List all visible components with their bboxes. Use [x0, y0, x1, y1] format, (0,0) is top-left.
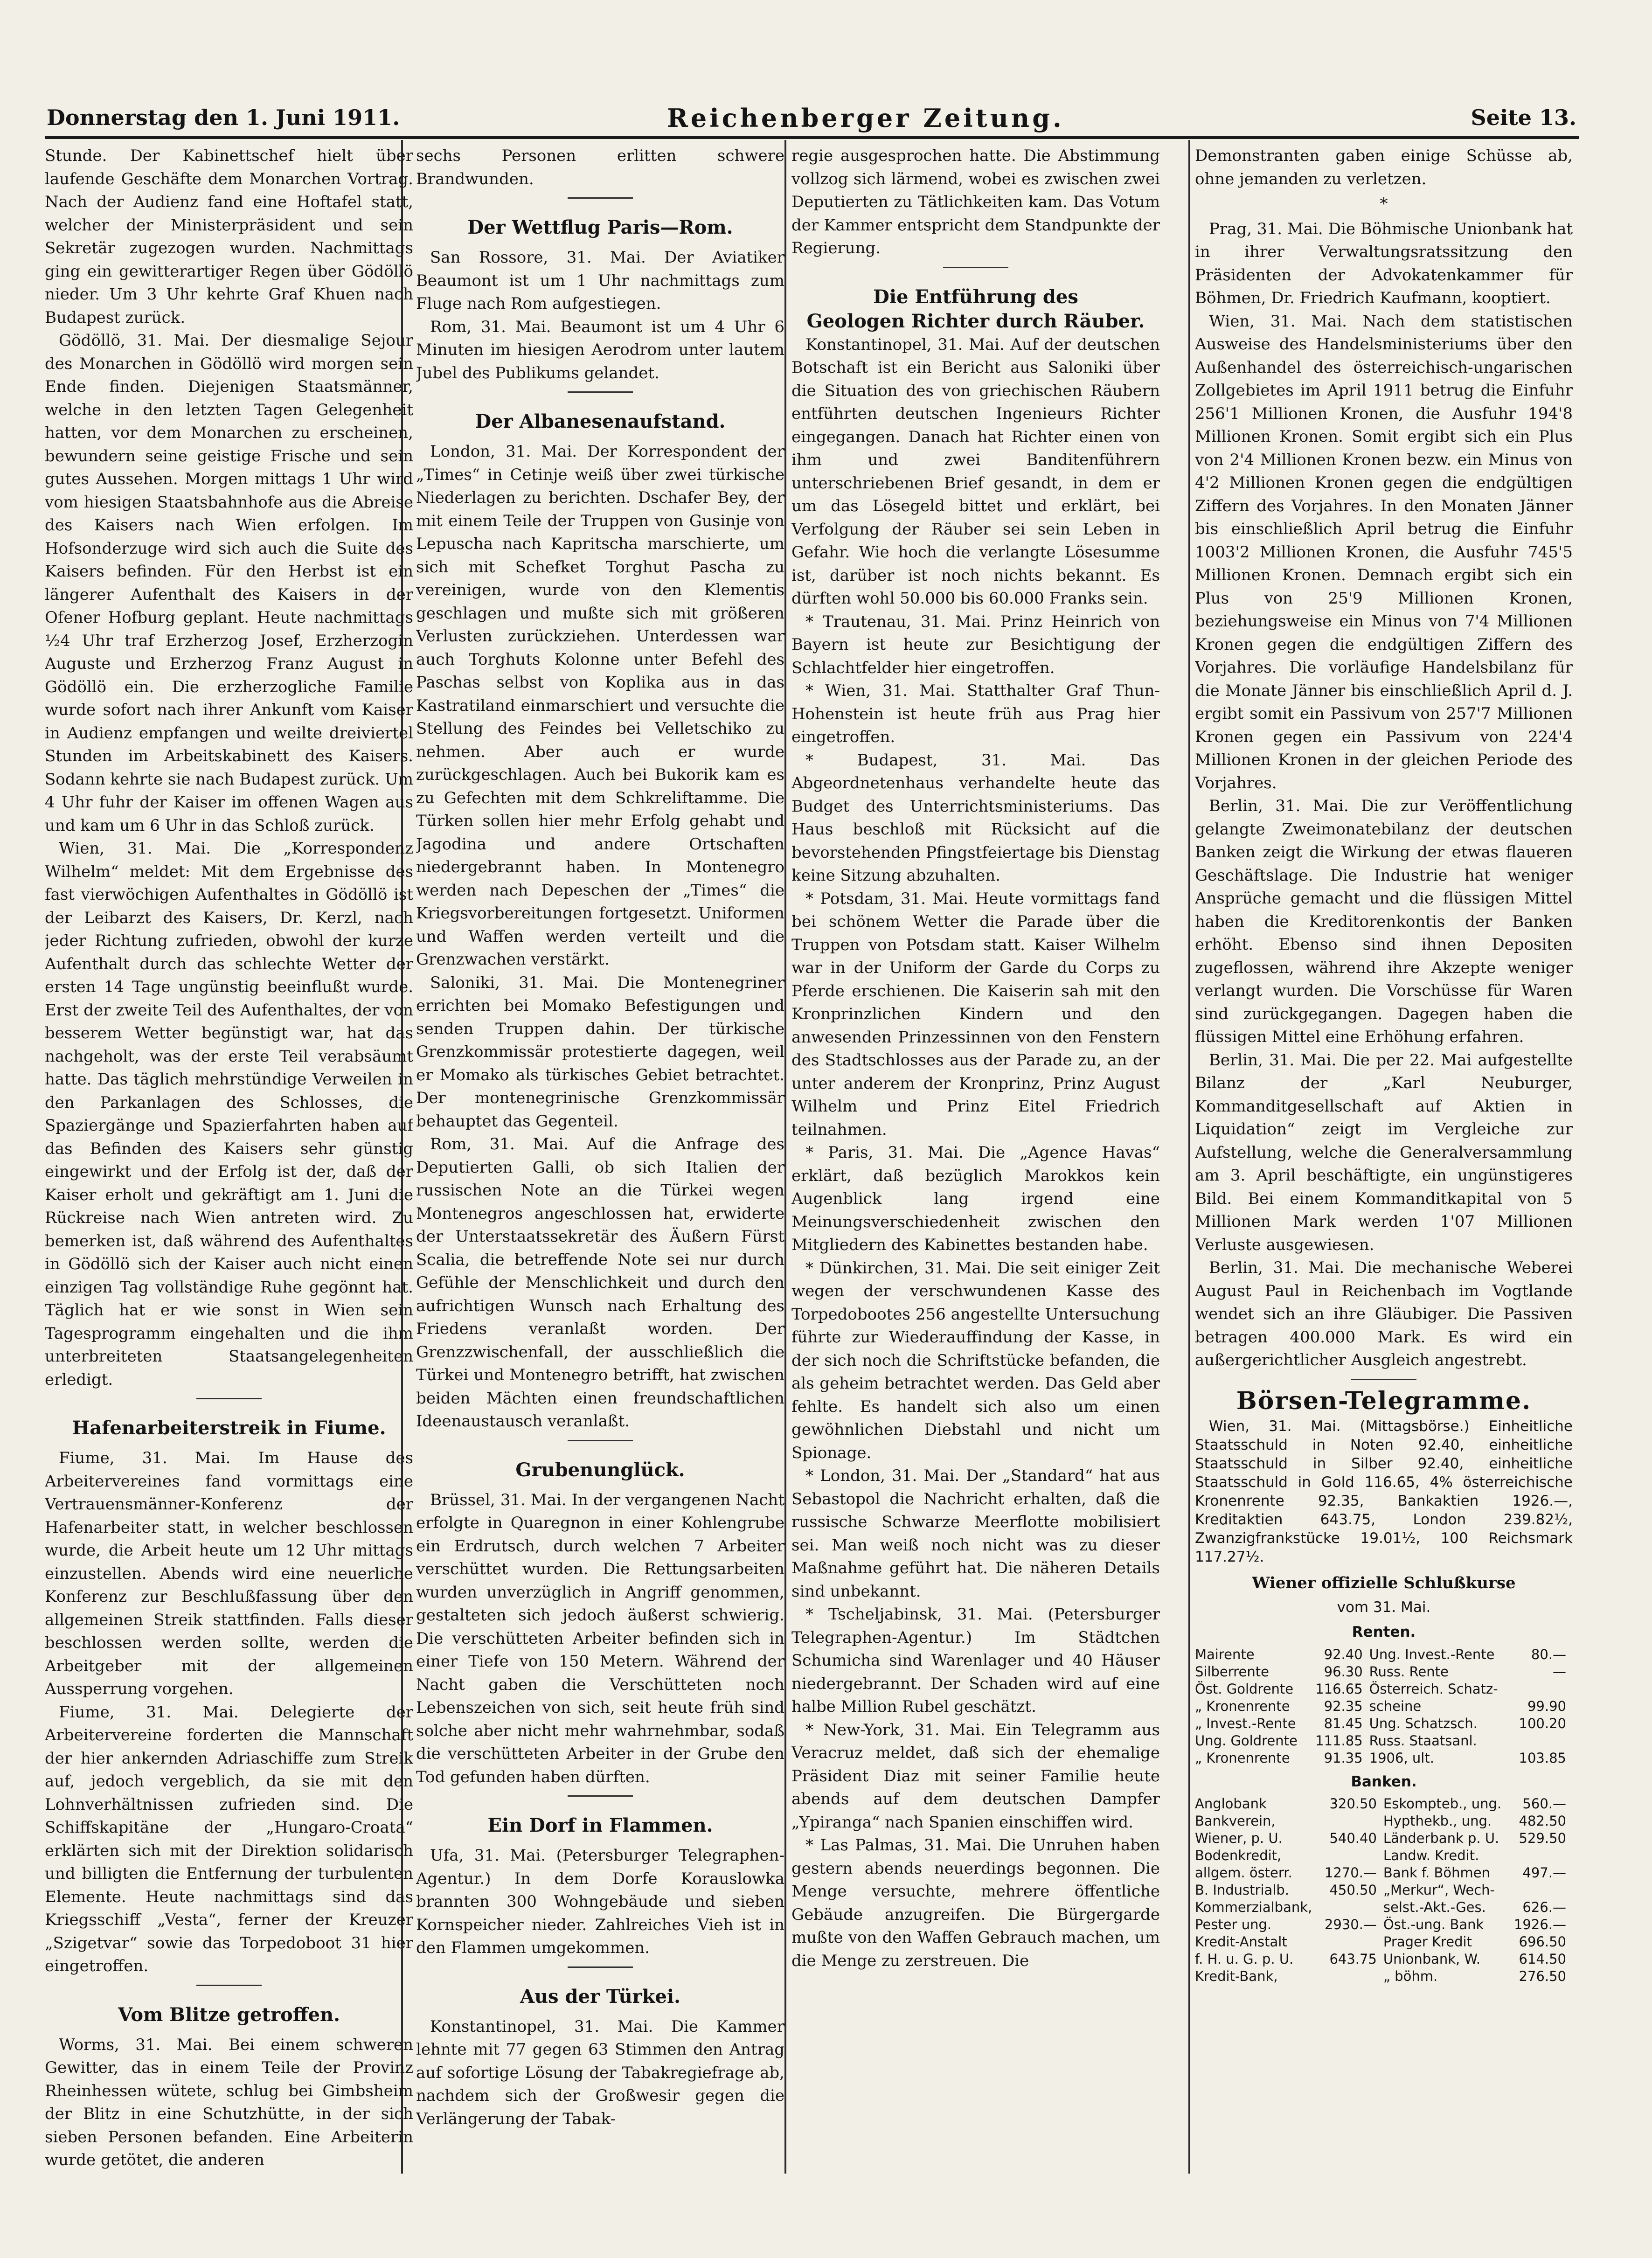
quote-row: [1195, 1847, 1573, 1864]
paragraph: Rom, 31. Mai. Auf die Anfrage des Deputierten Galli, ob sich Italien der russischen Note an die Türkei wegen Montenegros angeschlossen hat, erwiderte der Unterstaatssekretär des Äußern Fürst Scalia, die betreffende Note sei nur durch Gefühle der Menschlichkeit und durch den aufrichtigen Wunsch nach Erhaltung des Friedens veranlaßt worden. Der Grenzzwischenfall, der ausschließlich die Türkei und Montenegro betrifft, hat zwischen beiden Mächten einen freundschaftlichen Ideenaustausch veranlaßt.: [416, 1135, 784, 1431]
column-3: [791, 145, 1160, 2174]
quote-value: [1510, 1847, 1573, 1864]
quote-name: „ böhm.: [1383, 1968, 1438, 1984]
quote-row: [1195, 1899, 1573, 1916]
section-rule: [568, 1966, 633, 1968]
paragraph: Brüssel, 31. Mai. In der vergangenen Nacht erfolgte in Quaregnon in einer Kohlengrube ein Erdrutsch, durch welchen 7 Arbeiter verschüttet wurden. Die Rettungsarbeiten wurden unverzüglich in Angriff genommen, gestalteten sich jedoch äußerst schwierig. Die verschütteten Arbeiter befinden sich in einer Tiefe von 150 Metern. Während der Nacht gaben die Verschütteten noch Lebenszeichen von sich, seit heute früh sind solche aber nicht mehr wahrnehmbar, sodaß die verschütteten Arbeiter in der Grube den Tod gefunden haben dürften.: [416, 1490, 784, 1786]
paragraph: Stunde. Der Kabinettschef hielt über laufende Geschäfte dem Monarchen Vortrag. Nach der Audienz fand eine Hoftafel statt, welcher der Ministerpräsident und sein Sekretär zugezogen wurden. Nachmittags ging ein gewitterartiger Regen über Gödöllö nieder. Um 3 Uhr kehrte Graf Khuen nach Budapest zurück.: [45, 146, 413, 327]
paragraph: Worms, 31. Mai. Bei einem schweren Gewitter, das in einem Teile der Provinz Rheinhessen wütete, schlug bei Gimbsheim der Blitz in eine Schutzhütte, in der sich sieben Personen befanden. Eine Arbeiterin wurde getötet, die anderen: [45, 2035, 413, 2169]
quote-value: [1513, 1681, 1573, 1698]
bourse-heading: Börsen-Telegramme.: [1236, 1386, 1532, 1415]
quote-name: Österreich. Schatz-: [1369, 1681, 1498, 1697]
quote-row: [1195, 1646, 1573, 1663]
section-heading: [791, 285, 1160, 333]
quote-name: Ung. Schatzsch.: [1369, 1715, 1478, 1731]
quote-row: [1195, 1882, 1573, 1899]
quote-name: Ung. Invest.-Rente: [1369, 1646, 1495, 1662]
quote-value: —: [1553, 1663, 1566, 1680]
paragraph: Wien, 31. Mai. Die „Korrespondenz Wilhelm“ meldet: Mit dem Ergebnisse des fast vierwöchigen Aufenthaltes in Gödöllö ist der Leibarzt des Kaisers, Dr. Kerzl, nach jeder Richtung zufrieden, obwohl der kurze Aufenthalt durch das schlechte Wetter der ersten 14 Tage ungünstig beeinflußt wurde. Erst der zweite Teil des Aufenthaltes, der von besserem Wetter begünstigt war, hat das nachgeholt, was der erste Teil verabsäumt hatte. Das täglich mehrstündige Verweilen in den Parkanlagen des Schlosses, die Spaziergänge und Spazierfahrten haben auf das Befinden des Kaisers sehr günstig eingewirkt und der Erfolg ist der, daß der Kaiser erholt und gekräftigt am 1. Juni die Rückreise nach Wien antreten wird. Zu bemerken ist, daß während des Aufenthaltes in Gödöllö sich der Kaiser auch nicht einen einzigen Tag vollständige Ruhe gegönnt hat. Täglich hat er wie sonst in Wien sein Tagesprogramm eingehalten und die ihm unterbreiteten Staatsangelegenheiten erledigt.: [45, 839, 413, 1389]
quote-value: 1926.—: [1513, 1917, 1566, 1932]
quote-name: Öst.-ung. Bank: [1383, 1917, 1484, 1932]
quote-value: 450.50: [1329, 1882, 1377, 1898]
quote-name: „ Invest.-Rente: [1195, 1715, 1296, 1731]
renten-table: [1195, 1646, 1573, 1767]
quote-name: Prager Kredit: [1383, 1934, 1472, 1950]
section-heading: Aus der Türkei.: [520, 1985, 681, 2008]
paragraph: Wien, 31. Mai. Nach dem statistischen Ausweise des Handelsministeriums über den Außenhandel des österreichisch-ungarischen Zollgebietes im April 1911 betrug die Einfuhr 256'1 Millionen Kronen, die Ausfuhr 194'8 Millionen Kronen. Somit ergibt sich ein Plus von 2'4 Millionen Kronen bezw. ein Minus von 4'2 Millionen Kronen gegen die endgültigen Ziffern des Vorjahres. In den Monaten Jänner bis einschließlich April betrug die Einfuhr 1003'2 Millionen Kronen, die Ausfuhr 745'5 Millionen Kronen. Demnach ergibt sich ein Plus von 25'9 Millionen Kronen, beziehungsweise ein Minus von 7'4 Millionen Kronen gegen die endgültigen Ziffern des Vorjahres. Die vorläufige Handelsbilanz für die Monate Jänner bis einschließlich April d. J. ergibt somit ein Passivum von 257'7 Millionen Kronen gegen ein Passivum von 224'4 Millionen Kronen in der gleichen Periode des Vorjahres.: [1195, 312, 1573, 792]
column-1: [45, 145, 413, 2174]
header-rule: [45, 136, 1579, 139]
paragraph: San Rossore, 31. Mai. Der Aviatiker Beaumont ist um 1 Uhr nachmittags zum Fluge nach Rom aufgestiegen.: [416, 248, 784, 313]
quote-name: Eskompteb., ung.: [1383, 1796, 1502, 1812]
paragraph: * London, 31. Mai. Der „Standard“ hat aus Sebastopol die Nachricht erhalten, daß die russische Schwarze Meerflotte mobilisiert sei. Man weiß noch nicht was zu dieser Maßnahme geführt hat. Die näheren Details sind unbekannt.: [791, 1466, 1160, 1601]
column-4: [1195, 145, 1573, 2174]
quote-name: scheine: [1369, 1698, 1422, 1714]
paragraph: * Trautenau, 31. Mai. Prinz Heinrich von Bayern ist heute zur Besichtigung der Schlachtfelder hier eingetroffen.: [791, 612, 1160, 677]
paragraph: Fiume, 31. Mai. Im Hause des Arbeitervereines fand vormittags eine Vertrauensmänner-Konferenz der Hafenarbeiter statt, in welcher beschlossen wurde, die Arbeit heute um 12 Uhr mittags einzustellen. Abends wird eine neuerliche Konferenz zur Beschlußfassung über den allgemeinen Streik stattfinden. Falls dieser beschlossen werden sollte, werden die Arbeitgeber mit der allgemeinen Aussperrung vorgehen.: [45, 1449, 413, 1698]
quote-row: [1195, 1951, 1573, 1968]
paragraph: * Wien, 31. Mai. Statthalter Graf Thun-Hohenstein ist heute früh aus Prag hier eingetroffen.: [791, 681, 1160, 746]
quote-row: [1195, 1830, 1573, 1847]
quote-name: Mairente: [1195, 1646, 1255, 1662]
quote-value: 482.50: [1519, 1813, 1566, 1829]
paragraph: Gödöllö, 31. Mai. Der diesmalige Sejour des Monarchen in Gödöllö wird morgen sein Ende finden. Diejenigen Staatsmänner, welche in den letzten Tagen Gelegenheit hatten, vor dem Monarchen zu erscheinen, bewundern seine geistige Frische und sein gutes Aussehen. Morgen mittags 1 Uhr wird vom hiesigen Staatsbahnhofe aus die Abreise des Kaisers nach Wien erfolgen. Im Hofsonderzuge wird sich auch die Suite des Kaisers befinden. Für den Herbst ist ein längerer Aufenthalt des Kaisers in der Ofener Hofburg geplant. Heute nachmittags ½4 Uhr traf Erzherzog Josef, Erzherzogin Auguste und Erzherzog Franz August in Gödöllö ein. Die erzherzogliche Familie wurde sofort nach ihrer Ankunft vom Kaiser in Audienz empfangen und weilte dreiviertel Stunden im Arbeitskabinett des Kaisers. Sodann kehrte sie nach Budapest zurück. Um 4 Uhr fuhr der Kaiser im offenen Wagen aus und kam um 6 Uhr in das Schloß zurück.: [45, 331, 413, 835]
quote-row: [1195, 1795, 1573, 1813]
quote-name: „ Kronenrente: [1195, 1750, 1290, 1766]
quote-name: Bankverein,: [1195, 1813, 1276, 1829]
quote-value: 103.85: [1519, 1750, 1566, 1766]
quote-name: Bodenkredit,: [1195, 1848, 1282, 1863]
paragraph: Ufa, 31. Mai. (Petersburger Telegraphen-Agentur.) In dem Dorfe Korauslowka brannten 300 Wohngebäude und sieben Kornspeicher nieder. Zahlreiches Vieh ist in den Flammen umgekommen.: [416, 1846, 784, 1957]
quote-value: 116.65: [1315, 1681, 1363, 1697]
quote-row: [1195, 1813, 1573, 1830]
paragraph: * New-York, 31. Mai. Ein Telegramm aus Veracruz meldet, daß sich der ehemalige Präsident Diaz mit seiner Familie heute abends auf dem deutschen Dampfer „Ypiranga“ nach Spanien einschiffen wird.: [791, 1720, 1160, 1832]
newspaper-title: Reichenberger Zeitung.: [667, 103, 1064, 133]
quote-name: Kredit-Anstalt: [1195, 1934, 1287, 1950]
paragraph: Saloniki, 31. Mai. Die Montenegriner errichten bei Momako Befestigungen und senden Truppen dahin. Der türkische Grenzkommissär protestierte dagegen, weil er Momako als türkisches Gebiet betrachtet. Der montenegrinische Grenzkommissär behauptet das Gegenteil.: [416, 973, 784, 1131]
column-divider: [1188, 140, 1190, 2174]
quote-value: [1320, 1813, 1383, 1830]
section-rule: [196, 1985, 262, 1986]
quote-value: 92.35: [1324, 1698, 1363, 1714]
quote-name: f. H. u. G. p. U.: [1195, 1951, 1294, 1967]
quote-value: [1320, 1899, 1383, 1916]
quote-value: 111.85: [1315, 1732, 1363, 1749]
column-divider: [784, 140, 786, 2174]
page-number: Seite 13.: [1471, 105, 1576, 130]
paragraph: Prag, 31. Mai. Die Böhmische Unionbank hat in ihrer Verwaltungsratssitzung den Präsidenten der Advokatenkammer für Böhmen, Dr. Friedrich Kaufmann, kooptiert.: [1195, 219, 1573, 307]
quote-name: Wiener, p. U.: [1195, 1830, 1283, 1846]
quote-value: 626.—: [1522, 1899, 1566, 1915]
banken-heading: Banken.: [1351, 1773, 1417, 1790]
quote-name: Ung. Goldrente: [1195, 1732, 1298, 1749]
quote-name: Russ. Rente: [1369, 1663, 1449, 1680]
paragraph: * Tscheljabinsk, 31. Mai. (Petersburger Telegraphen-Agentur.) Im Städtchen Schumicha sind Warenlager und 40 Häuser niedergebrannt. Der Schaden wird auf eine halbe Million Rubel geschätzt.: [791, 1605, 1160, 1716]
paragraph: Berlin, 31. Mai. Die mechanische Weberei August Paul in Reichenbach im Vogtlande wendet sich an ihre Gläubiger. Die Passiven betragen 400.000 Mark. Es wird ein außergerichtlicher Ausgleich angestrebt.: [1195, 1258, 1573, 1369]
paragraph: * Potsdam, 31. Mai. Heute vormittags fand bei schönem Wetter die Parade über die Truppen von Potsdam statt. Kaiser Wilhelm war in der Uniform der Garde du Corps zu Pferde erschienen. Die Kaiserin sah mit den Kronprinzlichen Kindern und den anwesenden Prinzessinnen von den Fenstern des Stadtschlosses aus der Parade zu, an der unter anderem der Kronprinz, Prinz August Wilhelm und Prinz Eitel Friedrich teilnahmen.: [791, 889, 1160, 1139]
section-heading-line: Geologen Richter durch Räuber.: [806, 310, 1145, 332]
quote-name: „ Kronenrente: [1195, 1698, 1290, 1714]
paragraph: Konstantinopel, 31. Mai. Auf der deutschen Botschaft ist ein Bericht aus Saloniki über die Situation des von griechischen Räubern entführten deutschen Ingenieurs Richter eingegangen. Danach hat Richter einen von ihm und zwei Banditenführern unterschriebenen Brief gesandt, in dem er um das Lösegeld bittet und erklärt, bei Verfolgung der Räuber sei sein Leben in Gefahr. Wie hoch die verlangte Lösesumme ist, darüber ist noch nichts bekannt. Es dürften wohl 50.000 bis 60.000 Franks sein.: [791, 335, 1160, 608]
section-rule: [568, 197, 633, 199]
quote-name: Länderbank p. U.: [1383, 1830, 1499, 1846]
quote-row: [1195, 1864, 1573, 1882]
quote-name: allgem. österr.: [1195, 1865, 1292, 1881]
quote-row: [1195, 1968, 1573, 1985]
quote-value: 276.50: [1519, 1968, 1566, 1984]
quote-value: 92.40: [1324, 1646, 1363, 1662]
paragraph: regie ausgesprochen hatte. Die Abstimmung vollzog sich lärmend, wobei es zwischen zwei Deputierten zu Tätlichkeiten kam. Das Votum der Kammer entspricht dem Standpunkte der Regierung.: [791, 146, 1160, 257]
quote-row: [1195, 1715, 1573, 1732]
quote-name: Pester ung.: [1195, 1917, 1272, 1932]
quote-name: 1906, ult.: [1369, 1750, 1434, 1766]
quote-name: Kredit-Bank,: [1195, 1968, 1278, 1984]
quote-value: [1510, 1882, 1573, 1899]
closing-rates-date: vom 31. Mai.: [1337, 1598, 1431, 1616]
quote-row: [1195, 1681, 1573, 1698]
section-rule: [568, 391, 633, 393]
banken-table: [1195, 1795, 1573, 1985]
quote-row: [1195, 1732, 1573, 1750]
quote-value: 560.—: [1522, 1796, 1566, 1812]
quote-value: [1320, 1968, 1383, 1985]
section-rule: [568, 1795, 633, 1797]
quote-name: Öst. Goldrente: [1195, 1681, 1294, 1697]
quote-name: „Merkur“, Wech-: [1383, 1882, 1495, 1898]
quote-row: [1195, 1698, 1573, 1715]
quote-row: [1195, 1750, 1573, 1767]
quote-value: 91.35: [1324, 1750, 1363, 1766]
quote-row: [1195, 1663, 1573, 1681]
renten-heading: Renten.: [1352, 1624, 1416, 1640]
quote-value: 81.45: [1324, 1715, 1363, 1731]
section-heading: Grubenunglück.: [515, 1459, 685, 1481]
paragraph: Konstantinopel, 31. Mai. Die Kammer lehnte mit 77 gegen 63 Stimmen den Antrag auf sofortige Lösung der Tabakregiefrage ab, nachdem sich der Großwesir gegen die Verlängerung der Tabak-: [416, 2017, 784, 2128]
quote-value: 529.50: [1519, 1830, 1566, 1846]
section-heading: Der Wettflug Paris—Rom.: [467, 216, 733, 238]
section-rule: [1351, 1379, 1416, 1380]
section-heading-line: Die Entführung des: [873, 285, 1078, 308]
section-heading: Hafenarbeiterstreik in Fiume.: [72, 1417, 386, 1439]
section-rule: [943, 267, 1008, 268]
paragraph: * Paris, 31. Mai. Die „Agence Havas“ erklärt, daß bezüglich Marokkos kein Augenblick lang irgend eine Meinungsverschiedenheit zwischen den Mitgliedern des Kabinettes bestanden habe.: [791, 1143, 1160, 1254]
paragraph: sechs Personen erlitten schwere Brandwunden.: [416, 146, 784, 188]
quote-value: [1320, 1847, 1383, 1864]
quote-name: Kommerzialbank,: [1195, 1899, 1312, 1915]
separator-star: *: [1380, 195, 1388, 213]
section-heading: Ein Dorf in Flammen.: [487, 1814, 713, 1836]
quote-name: Silberrente: [1195, 1663, 1269, 1680]
quote-name: B. Industrialb.: [1195, 1882, 1289, 1898]
quote-row: [1195, 1916, 1573, 1933]
bourse-report: Wien, 31. Mai. (Mittagsbörse.) Einheitliche Staatsschuld in Noten 92.40, einheitliche Staatsschuld in Silber 92.40, einheitliche Staatsschuld in Gold 116.65, 4% österreichische Kronenrente 92.35, Bankaktien 1926.—, Kreditaktien 643.75, London 239.82½, Zwanzigfrankstücke 19.01½, 100 Reichsmark 117.27½.: [1195, 1418, 1573, 1565]
quote-name: selst.-Akt.-Ges.: [1383, 1899, 1486, 1915]
paragraph: Berlin, 31. Mai. Die zur Veröffentlichung gelangte Zweimonatebilanz der deutschen Banken zeigt die Wirkung der etwas flaueren Geschäftslage. Die Industrie hat weniger Ansprüche gemacht und die flüssigen Mittel haben die Kreditorenkontis der Banken erhöht. Ebenso sind ihnen Depositen zugeflossen, während ihre Akzepte weniger verlangt wurden. Die Vorschüsse für Waren sind zurückgegangen. Dagegen haben die flüssigen Mittel eine Erhöhung erfahren.: [1195, 797, 1573, 1046]
quote-value: [1320, 1933, 1383, 1951]
quote-value: 540.40: [1329, 1830, 1377, 1846]
quote-name: Anglobank: [1195, 1796, 1267, 1812]
quote-value: 643.75: [1329, 1951, 1377, 1967]
quote-value: 100.20: [1519, 1715, 1566, 1731]
quote-name: Hypthekb., ung.: [1383, 1813, 1492, 1829]
paragraph: Berlin, 31. Mai. Die per 22. Mai aufgestellte Bilanz der „Karl Neuburger, Kommanditgesellschaft auf Aktien in Liquidation“ zeigt im Vergleiche zur Aufstellung, welche die Generalversammlung am 3. April beschäftigte, ein ungünstigeres Bild. Bei einem Kommanditkapital von 5 Millionen Mark werden 1'07 Millionen Verluste ausgewiesen.: [1195, 1050, 1573, 1254]
quote-value: [1513, 1732, 1573, 1750]
paragraph: London, 31. Mai. Der Korrespondent der „Times“ in Cetinje weiß über zwei türkische Niederlagen zu berichten. Dschafer Bey, der mit einem Teile der Truppen von Gusinje von Lepuscha nach Kapritscha marschierte, um sich mit Schefket Torghut Pascha zu vereinigen, wurde von den Klementis geschlagen und mußte sich mit größeren Verlusten zurückziehen. Unterdessen war auch Torghuts Kolonne unter Befehl des Paschas selbst von Koplika aus in das Kastratiland einmarschiert und versuchte die Stellung des Feindes bei Velletschiko zu nehmen. Aber auch er wurde zurückgeschlagen. Auch bei Bukorik kam es zu Gefechten mit dem Schkreliftamme. Die Türken sollen hier mehr Erfolg gehabt und Jagodina und andere Ortschaften niedergebrannt haben. In Montenegro werden nach Depeschen der „Times“ die Kriegsvorbereitungen fortgesetzt. Uniformen und Waffen werden verteilt und die Grenzwachen verstärkt.: [416, 442, 784, 969]
quote-value: 99.90: [1527, 1698, 1566, 1714]
closing-rates-heading: Wiener offizielle Schlußkurse: [1252, 1574, 1516, 1592]
quote-value: 2930.—: [1324, 1917, 1377, 1932]
quote-value: 696.50: [1519, 1934, 1566, 1950]
paragraph: * Las Palmas, 31. Mai. Die Unruhen haben gestern abends neuerdings begonnen. Die Menge versuchte, mehrere öffentliche Gebäude anzugreifen. Die Bürgergarde mußte von den Waffen Gebrauch machen, um die Menge zu zerstreuen. Die: [791, 1836, 1160, 1970]
section-rule: [568, 1440, 633, 1441]
quote-name: Bank f. Böhmen: [1383, 1865, 1491, 1881]
quote-value: 497.—: [1522, 1865, 1566, 1881]
column-2: [416, 145, 784, 2174]
quote-row: [1195, 1933, 1573, 1951]
paragraph: * Budapest, 31. Mai. Das Abgeordnetenhaus verhandelte heute das Budget des Unterrichtsministeriums. Das Haus beschloß mit Rücksicht auf die bevorstehenden Pfingstfeiertage bis Dienstag keine Sitzung abzuhalten.: [791, 750, 1160, 885]
paragraph: * Dünkirchen, 31. Mai. Die seit einiger Zeit wegen der verschwundenen Kasse des Torpedobootes 256 angestellte Untersuchung führte zur Wiederauffindung der Kasse, in der sich noch die Schriftstücke befanden, die als geheim betrachtet werden. Das Geld aber fehlte. Es handelt sich also um einen gewöhnlichen Diebstahl und nicht um Spionage.: [791, 1258, 1160, 1462]
paragraph: Demonstranten gaben einige Schüsse ab, ohne jemanden zu verletzen.: [1195, 146, 1573, 188]
quote-value: 614.50: [1519, 1951, 1566, 1967]
quote-value: 1270.—: [1324, 1865, 1377, 1881]
quote-value: 320.50: [1329, 1796, 1377, 1812]
quote-name: Landw. Kredit.: [1383, 1848, 1479, 1863]
quote-value: 80.—: [1531, 1646, 1566, 1662]
section-rule: [196, 1398, 262, 1399]
issue-date: Donnerstag den 1. Juni 1911.: [47, 105, 400, 130]
paragraph: Rom, 31. Mai. Beaumont ist um 4 Uhr 6 Minuten im hiesigen Aerodrom unter lautem Jubel des Publikums gelandet.: [416, 317, 784, 382]
quote-name: Russ. Staatsanl.: [1369, 1732, 1477, 1749]
section-heading: Vom Blitze getroffen.: [118, 2003, 340, 2026]
quote-value: 96.30: [1324, 1663, 1363, 1680]
section-heading: Der Albanesenaufstand.: [475, 410, 726, 432]
paragraph: Fiume, 31. Mai. Delegierte der Arbeitervereine forderten die Mannschaft der hier ankernden Adriaschiffe zum Streik auf, jedoch vergeblich, da sie mit den Lohnverhältnissen zufrieden sind. Die Schiffskapitäne der „Hungaro-Croata“ erklärten sich mit der Direktion solidarisch und billigten die Entfernung der turbulenten Elemente. Heute nachmittags sind das Kriegsschiff „Vesta“, ferner der Kreuzer „Szigetvar“ sowie das Torpedoboot 31 hier eingetroffen.: [45, 1702, 413, 1975]
quote-name: Unionbank, W.: [1383, 1951, 1481, 1967]
